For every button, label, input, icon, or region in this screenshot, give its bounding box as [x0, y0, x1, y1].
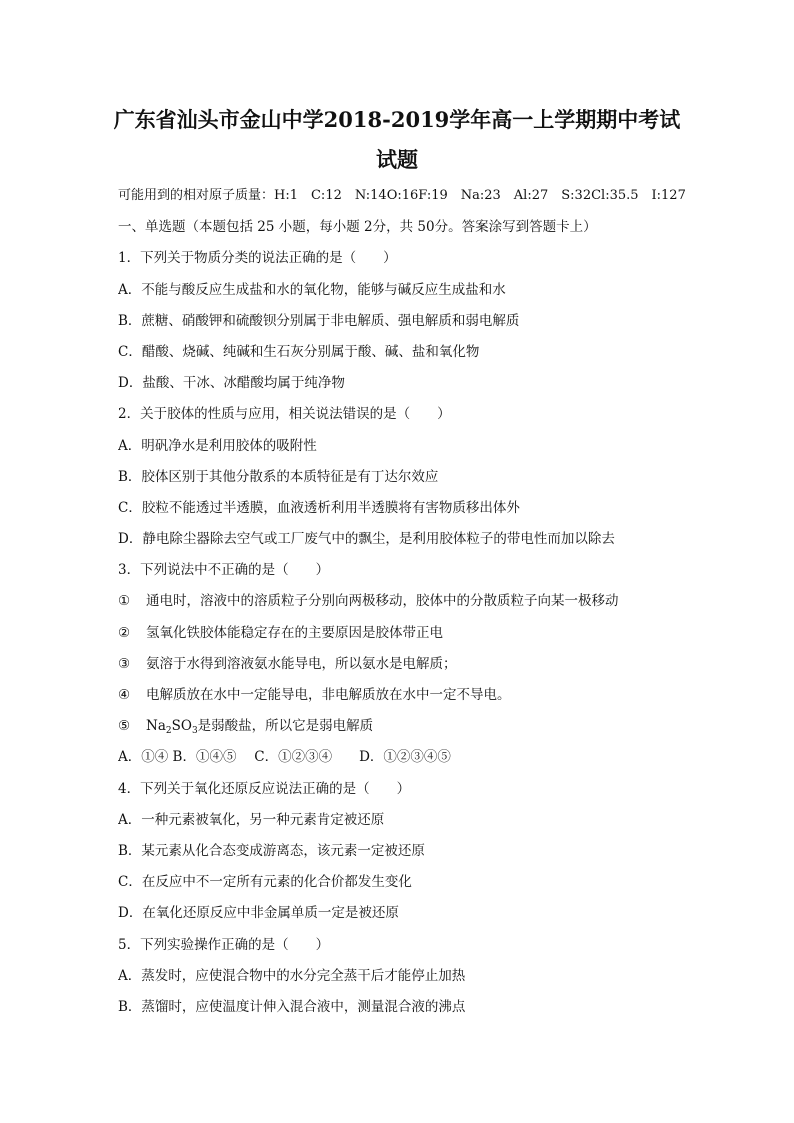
option-a: A．一种元素被氧化，另一种元素肯定被还原	[118, 811, 385, 828]
question-stem: 3．下列说法中不正确的是（ ）	[118, 562, 330, 579]
option-c: C．胶粒不能透过半透膜，血液透析利用半透膜将有害物质移出体外	[118, 499, 520, 516]
question-stem: 5．下列实验操作正确的是（ ）	[118, 936, 330, 953]
statement-marker: ③	[118, 655, 131, 672]
formula-subscript: 3	[191, 726, 198, 737]
statement-text: 氢氧化铁胶体能稳定存在的主要原因是胶体带正电	[146, 624, 443, 641]
question-stem: 2．关于胶体的性质与应用，相关说法错误的是（ ）	[118, 406, 451, 423]
option-d: D．在氧化还原反应中非金属单质一定是被还原	[118, 905, 399, 922]
exam-title-line1: 广东省汕头市金山中学2018-2019学年高一上学期期中考试	[113, 107, 681, 132]
answer-choices: A．①④ B．①④⑤ C．①②③④ D．①②③④⑤	[118, 749, 451, 766]
question-4	[118, 777, 718, 933]
statement-text: 是弱酸盐，所以它是弱电解质	[197, 718, 374, 735]
exam-title-line2: 试题	[376, 147, 418, 172]
statement-marker: ④	[118, 687, 131, 703]
option-b: B．蒸馏时，应使温度计伸入混合液中，测量混合液的沸点	[118, 998, 466, 1015]
question-5	[118, 933, 718, 1027]
statement-marker: ①	[118, 593, 131, 610]
atomic-masses: 可能用到的相对原子质量：H:1 C:12 N:14O:16F:19 Na:23 Al:27 S:32Cl:35.5 I:127	[118, 188, 686, 203]
option-a: A．不能与酸反应生成盐和水的氧化物，能够与碱反应生成盐和水	[118, 281, 506, 298]
exam-body	[118, 184, 718, 1026]
formula-na: Na	[146, 718, 166, 735]
statement-4	[118, 683, 718, 714]
option-c: C．在反应中不一定所有元素的化合价都发生变化	[118, 874, 412, 891]
question-1	[118, 246, 718, 402]
statement-text: 通电时，溶液中的溶质粒子分别向两极移动，胶体中的分散质粒子向某一极移动	[146, 593, 619, 610]
statement-text: 电解质放在水中一定能导电，非电解质放在水中一定不导电。	[146, 687, 511, 703]
statement-2	[118, 621, 718, 652]
option-a: A．蒸发时，应使混合物中的水分完全蒸干后才能停止加热	[118, 967, 466, 984]
statement-5	[118, 714, 718, 745]
question-3	[118, 558, 718, 776]
formula-so: SO	[171, 718, 192, 735]
question-stem: 4．下列关于氧化还原反应说法正确的是（ ）	[118, 780, 411, 797]
option-c: C．醋酸、烧碱、纯碱和生石灰分别属于酸、碱、盐和氧化物	[118, 343, 480, 360]
option-b: B．某元素从化合态变成游离态，该元素一定被还原	[118, 842, 425, 859]
statement-3	[118, 652, 718, 683]
statement-marker: ⑤	[118, 718, 131, 735]
formula-subscript: 2	[165, 726, 172, 737]
option-a: A．明矾净水是利用胶体的吸附性	[118, 437, 317, 454]
statement-text: 氨溶于水得到溶液氨水能导电，所以氨水是电解质；	[146, 655, 457, 672]
option-b: B．胶体区别于其他分散系的本质特征是有丁达尔效应	[118, 468, 439, 485]
question-stem: 1．下列关于物质分类的说法正确的是（ ）	[118, 250, 397, 267]
option-d: D．静电除尘器除去空气或工厂废气中的飘尘，是利用胶体粒子的带电性而加以除去	[118, 531, 615, 548]
statement-marker: ②	[118, 624, 131, 641]
question-2	[118, 402, 718, 558]
section-heading: 一、单选题（本题包括 25 小题，每小题 2分，共 50分。答案涂写到答题卡上）	[118, 219, 597, 236]
option-b: B．蔗糖、硝酸钾和硫酸钡分别属于非电解质、强电解质和弱电解质	[118, 312, 520, 329]
option-d: D．盐酸、干冰、冰醋酸均属于纯净物	[118, 375, 345, 392]
statement-1	[118, 589, 718, 620]
